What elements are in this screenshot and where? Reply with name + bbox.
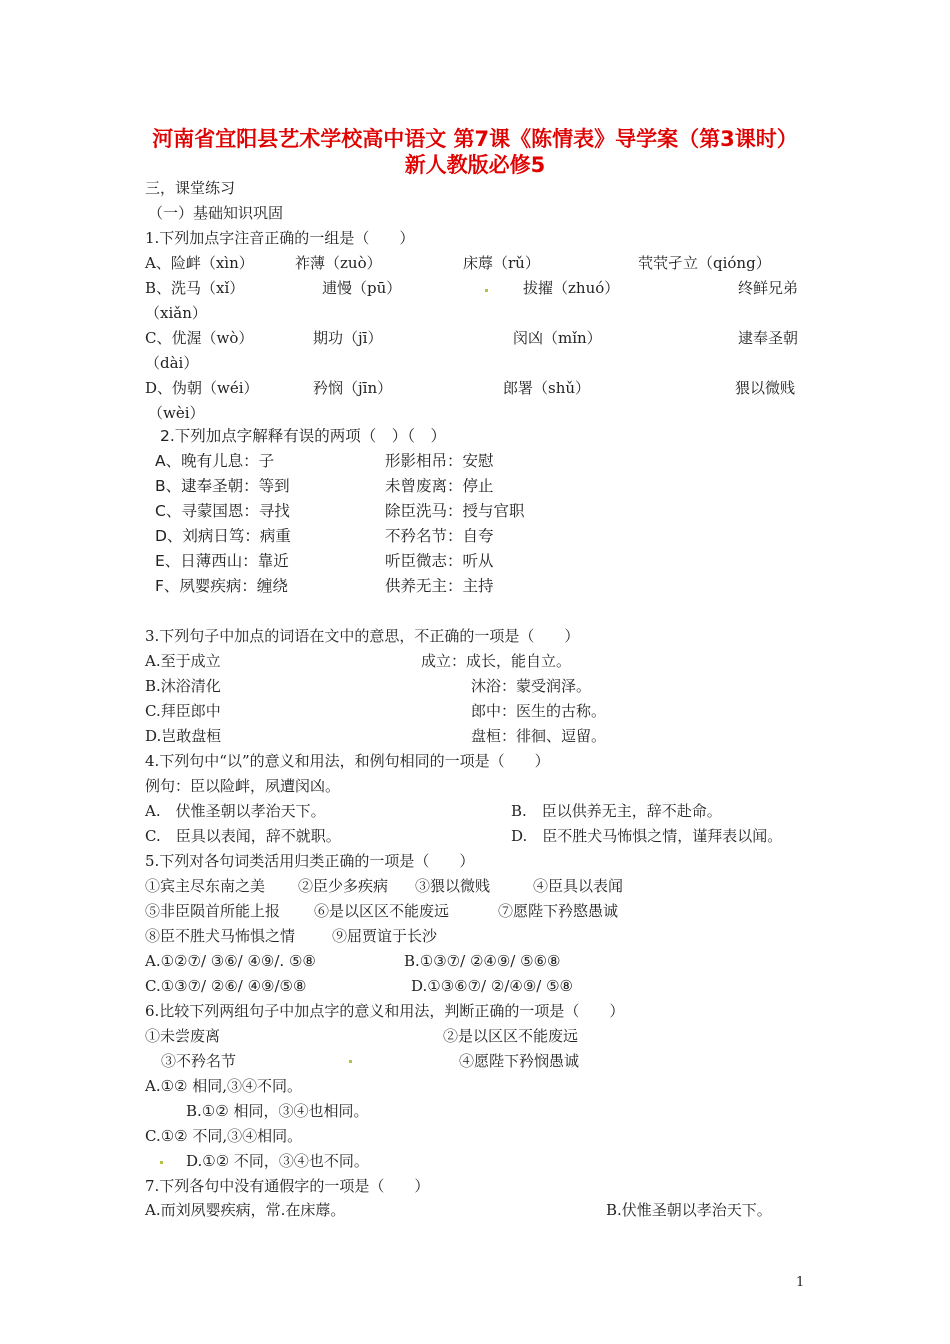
q5-sentence-3: ③猥以微贱 — [415, 877, 491, 895]
page-number: 1 — [796, 1275, 805, 1290]
q1-option-d-4: 猥以微贱 — [735, 379, 796, 397]
q5-sentence-7: ⑦愿陛下矜愍愚诚 — [498, 902, 619, 920]
question-4-stem: 4.下列句中“以”的意义和用法，和例句相同的一项是（ ） — [145, 752, 550, 770]
q6-sentence-3: ③不矜名节 — [161, 1052, 237, 1070]
q1-option-c-4: 逮奉圣朝 — [738, 329, 799, 347]
q6-option-a: A.①② 相同,③④不同。 — [145, 1077, 303, 1095]
q5-sentence-2: ②臣少多疾病 — [298, 877, 389, 895]
q5-option-a: A.①②⑦/ ③⑥/ ④⑨/. ⑤⑧ — [145, 952, 316, 970]
q6-sentence-2: ②是以区区不能废远 — [443, 1027, 579, 1045]
q1-option-d-5: （wèi） — [148, 404, 205, 422]
q1-option-a-4: 茕茕孑立（qióng） — [638, 254, 771, 272]
scan-speck — [485, 289, 488, 292]
q1-option-c-3: 闵凶（mǐn） — [513, 329, 602, 347]
q4-option-a: A. 伏惟圣朝以孝治天下。 — [145, 802, 326, 820]
q3-option-c: C.拜臣郎中 — [145, 702, 221, 720]
q5-sentence-6: ⑥是以区区不能废远 — [314, 902, 450, 920]
q1-option-a-1: A、险衅（xìn） — [145, 254, 254, 272]
q2-row-f-right: 供养无主：主持 — [385, 577, 494, 595]
q4-option-d: D. 臣不胜犬马怖惧之情，谨拜表以闻。 — [511, 827, 783, 845]
q5-sentence-9: ⑨屈贾谊于长沙 — [332, 927, 438, 945]
q1-option-d-3: 郎署（shǔ） — [503, 379, 591, 397]
question-6-stem: 6.比较下列两组句子中加点字的意义和用法，判断正确的一项是（ ） — [145, 1002, 625, 1020]
q6-option-d: D.①② 不同，③④也不同。 — [186, 1152, 369, 1170]
q5-option-c: C.①③⑦/ ②⑥/ ④⑨/⑤⑧ — [145, 977, 307, 995]
section-heading: 三，课堂练习 — [145, 179, 236, 197]
q2-row-a-left: A、晚有儿息：子 — [155, 452, 275, 470]
q6-option-c: C.①② 不同,③④相同。 — [145, 1127, 303, 1145]
q1-option-c-1: C、优渥（wò） — [145, 329, 254, 347]
document-title: 河南省宜阳县艺术学校高中语文 第7课《陈情表》导学案（第3课时） — [152, 127, 798, 151]
q7-option-a: A.而刘夙婴疾病，常.在床蓐。 — [145, 1201, 346, 1219]
q6-sentence-1: ①未尝废离 — [145, 1027, 221, 1045]
q5-sentence-4: ④臣具以表闻 — [533, 877, 624, 895]
q1-option-c-5: （dài） — [145, 354, 199, 372]
q2-row-d-right: 不矜名节：自夸 — [385, 527, 494, 545]
q5-sentence-5: ⑤非臣陨首所能上报 — [145, 902, 281, 920]
q7-option-b: B.伏惟圣朝以孝治天下。 — [606, 1201, 772, 1219]
q6-sentence-4: ④愿陛下矜悯愚诚 — [459, 1052, 580, 1070]
q1-option-b-2: 逋慢（pū） — [322, 279, 402, 297]
q1-option-a-3: 床蓐（rǔ） — [463, 254, 540, 272]
section-subheading: （一）基础知识巩固 — [148, 204, 284, 222]
question-2-stem: 2.下列加点字解释有误的两项（ ）（ ） — [160, 427, 447, 445]
question-7-stem: 7.下列各句中没有通假字的一项是（ ） — [145, 1177, 430, 1195]
scan-speck — [160, 1161, 163, 1164]
q2-row-c-right: 除臣洗马：授与官职 — [385, 502, 525, 520]
q1-option-d-2: 矜悯（jīn） — [313, 379, 393, 397]
q2-row-e-left: E、日薄西山：靠近 — [155, 552, 289, 570]
q4-example: 例句：臣以险衅，夙遭闵凶。 — [145, 777, 341, 795]
q3-option-a: A.至于成立 — [145, 652, 221, 670]
q1-option-b-3: 拔擢（zhuó） — [523, 279, 620, 297]
q1-option-b-1: B、洗马（xǐ） — [145, 279, 245, 297]
scan-speck — [349, 1060, 352, 1063]
q1-option-b-5: （xiǎn） — [145, 304, 207, 322]
document-subtitle: 新人教版必修5 — [404, 153, 546, 177]
question-3-stem: 3.下列句子中加点的词语在文中的意思，不正确的一项是（ ） — [145, 627, 580, 645]
q5-option-b: B.①③⑦/ ②④⑨/ ⑤⑥⑧ — [404, 952, 561, 970]
q3-option-d: D.岂敢盘桓 — [145, 727, 222, 745]
q3-option-d-gloss: 盘桓：徘徊、逗留。 — [471, 727, 607, 745]
q2-row-c-left: C、寻蒙国恩：寻找 — [155, 502, 290, 520]
q2-row-d-left: D、刘病日笃：病重 — [155, 527, 291, 545]
q2-row-f-left: F、夙婴疾病：缠绕 — [155, 577, 288, 595]
question-1-stem: 1.下列加点字注音正确的一组是（ ） — [145, 229, 415, 247]
q1-option-d-1: D、伪朝（wéi） — [145, 379, 259, 397]
q4-option-c: C. 臣具以表闻，辞不就职。 — [145, 827, 341, 845]
q2-row-b-right: 未曾废离：停止 — [385, 477, 494, 495]
question-5-stem: 5.下列对各句词类活用归类正确的一项是（ ） — [145, 852, 475, 870]
q4-option-b: B. 臣以供养无主，辞不赴命。 — [511, 802, 722, 820]
q5-option-d: D.①③⑥⑦/ ②/④⑨/ ⑤⑧ — [411, 977, 573, 995]
q3-option-b-gloss: 沐浴：蒙受润泽。 — [471, 677, 592, 695]
q3-option-a-gloss: 成立：成长，能自立。 — [421, 652, 572, 670]
q1-option-b-4: 终鲜兄弟 — [738, 279, 799, 297]
q1-option-a-2: 祚薄（zuò） — [295, 254, 382, 272]
q2-row-a-right: 形影相吊：安慰 — [385, 452, 494, 470]
q5-sentence-8: ⑧臣不胜犬马怖惧之情 — [145, 927, 296, 945]
q2-row-e-right: 听臣微志：听从 — [385, 552, 494, 570]
q6-option-b: B.①② 相同，③④也相同。 — [186, 1102, 369, 1120]
q3-option-b: B.沐浴清化 — [145, 677, 221, 695]
q5-sentence-1: ①宾主尽东南之美 — [145, 877, 266, 895]
q2-row-b-left: B、逮奉圣朝：等到 — [155, 477, 290, 495]
q3-option-c-gloss: 郎中：医生的古称。 — [471, 702, 607, 720]
q1-option-c-2: 期功（jī） — [313, 329, 383, 347]
